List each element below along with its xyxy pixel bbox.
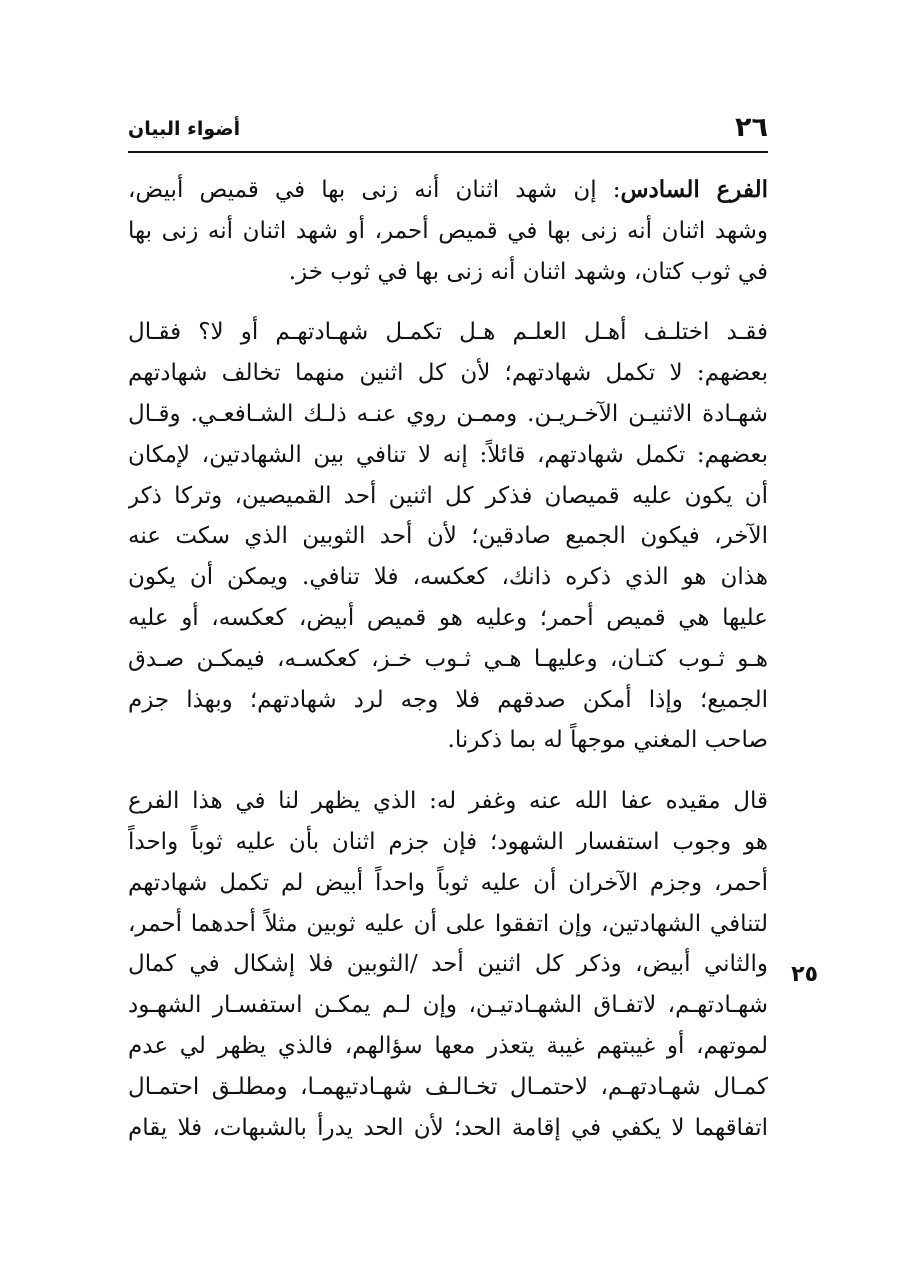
- paragraph-gap: [128, 761, 768, 781]
- text-line: هـو ثـوب كتـان، وعليهـا هـي ثـوب خـز، كعكسـه، فيمكـن صـدق: [128, 645, 768, 672]
- header-divider: [128, 151, 768, 153]
- text-line: صاحب المغني موجهاً له بما ذكرنا.: [447, 727, 768, 754]
- margin-page-reference: ٢٥: [791, 962, 818, 987]
- text-line: الآخر، فيكون الجميع صادقين؛ لأن أحد الثوبين الذي سكت عنه: [128, 523, 768, 550]
- text-line: هو وجوب استفسار الشهود؛ فإن جزم اثنان بأن عليه ثوباً واحداً: [128, 828, 768, 855]
- text-line: هذان هو الذي ذكره ذانك، كعكسه، فلا تنافي. ويمكن أن يكون: [128, 564, 768, 591]
- text-line: والثاني أبيض، وذكر كل اثنين أحد /الثوبين فلا إشكال في كمال: [128, 951, 768, 978]
- text-line: كمـال شهـادتهـم، لاحتمـال تخـالـف شهـادتيهمـا، ومطلـق احتمـال: [128, 1073, 768, 1100]
- text-line: لموتهم، أو غيبتهم غيبة يتعذر معها سؤالهم، فالذي يظهر لي عدم: [128, 1032, 768, 1059]
- text-line: أحمر، وجزم الآخران أن عليه ثوباً واحداً أبيض لم تكمل شهادتهم: [128, 869, 768, 896]
- text-line: الجميع؛ وإذا أمكن صدقهم فلا وجه لرد شهادتهم؛ وبهذا جزم: [128, 686, 768, 713]
- text-span: : إن شهد اثنان أنه زنى بها في قميص أبيض،: [128, 177, 621, 203]
- text-line: اتفاقهما لا يكفي في إقامة الحد؛ لأن الحد يدرأ بالشبهات، فلا يقام: [128, 1114, 768, 1141]
- text-line: عليها هي قميص أحمر؛ وعليه هو قميص أبيض، كعكسه، أو عليه: [128, 604, 768, 631]
- text-line: أن يكون عليه قميصان فذكر كل اثنين أحد القميصين، وتركا ذكر: [128, 482, 768, 509]
- text-line: [128, 170, 768, 211]
- paragraph-gap: [128, 292, 768, 312]
- text-line: شهـادة الاثنيـن الآخـريـن. وممـن روي عنـه ذلـك الشـافعـي. وقـال: [128, 400, 768, 427]
- text-line: في ثوب كتان، وشهد اثنان أنه زنى بها في ثوب خز.: [288, 258, 768, 285]
- paragraph-1: [128, 170, 768, 292]
- page-header: [128, 108, 768, 152]
- text-line: لتنافي الشهادتين، وإن اتفقوا على أن عليه ثوبين مثلاً أحدهما أحمر،: [128, 910, 768, 937]
- text-line: قال مقيده عفا الله عنه وغفر له: الذي يظهر لنا في هذا الفرع: [128, 788, 768, 815]
- page-number: ٢٦: [735, 112, 768, 143]
- text-line: وشهد اثنان أنه زنى بها في قميص أحمر، أو شهد اثنان أنه زنى بها: [128, 217, 768, 244]
- page-body: [128, 170, 768, 1148]
- book-title: أضواء البيان: [128, 118, 241, 140]
- text-line: بعضهم: لا تكمل شهادتهم؛ لأن كل اثنين منهما تخالف شهادتهم: [128, 360, 768, 387]
- section-heading: الفرع السادس: [620, 176, 768, 203]
- text-line: شهـادتهـم، لاتفـاق الشهـادتيـن، وإن لـم يمكـن استفسـار الشهـود: [128, 992, 768, 1019]
- paragraph-3: [128, 781, 768, 1148]
- text-line: بعضهم: تكمل شهادتهم، قائلاً: إنه لا تنافي بين الشهادتين، لإمكان: [128, 441, 768, 468]
- text-line: فقـد اختلـف أهـل العلـم هـل تكمـل شهـادتهـم أو لا؟ فقـال: [128, 319, 768, 346]
- paragraph-2: [128, 312, 768, 761]
